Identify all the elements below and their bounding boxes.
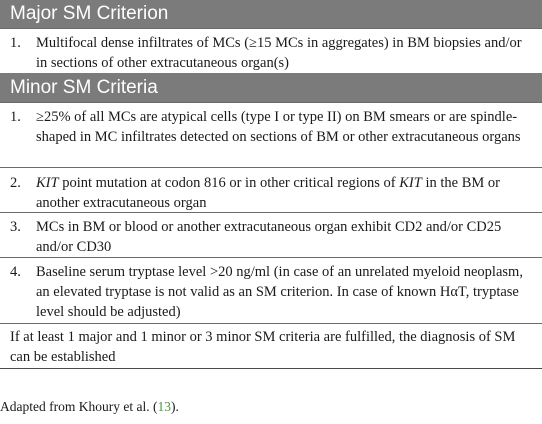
gene-name-kit: KIT — [399, 175, 422, 191]
reference-link[interactable]: 13 — [157, 399, 171, 414]
item-number: 4. — [10, 264, 21, 280]
item-text: MCs in BM or blood or another extracutaneous organ exhibit CD2 and/or CD25 and/or CD30 — [36, 219, 502, 255]
diagnosis-note-row — [0, 323, 542, 368]
item-number: 1. — [10, 35, 21, 51]
item-text-part: in the BM or another extracutaneous organ — [36, 175, 500, 211]
caption-text-end: ). — [170, 399, 179, 414]
item-text-part: point mutation at codon 816 or in other critical regions of — [58, 175, 400, 191]
minor-criterion-row-3 — [0, 212, 542, 257]
item-text: ≥25% of all MCs are atypical cells (type I or type II) on BM smears or are spindle-shaped in MC infiltrates detected on sections of BM or other extracutaneous organs — [36, 109, 521, 145]
minor-criterion-row-1 — [0, 102, 542, 167]
item-text — [36, 173, 534, 212]
minor-criterion-row-4 — [0, 257, 542, 323]
major-criterion-row-1 — [0, 28, 542, 73]
major-criterion-title: Major SM Criterion — [10, 3, 169, 24]
minor-criteria-header — [0, 73, 542, 102]
table-caption — [0, 399, 179, 415]
minor-criteria-title: Minor SM Criteria — [10, 76, 158, 98]
item-number: 1. — [10, 109, 21, 125]
major-criterion-header — [0, 0, 542, 28]
item-text: Baseline serum tryptase level >20 ng/ml (in case of an unrelated myeloid neoplasm, an elevated tryptase is not valid as an SM criterion. In case of known HαT, tryptase level should be adjusted) — [36, 264, 523, 320]
gene-name-kit: KIT — [36, 175, 59, 191]
item-number: 3. — [10, 219, 21, 235]
item-text: Multifocal dense infiltrates of MCs (≥15 MCs in aggregates) in BM biopsies and/or in sections of other extracutaneous organ(s) — [36, 35, 522, 71]
minor-criterion-row-2 — [0, 167, 542, 212]
item-number: 2. — [10, 175, 21, 191]
caption-text: Adapted from Khoury et al. ( — [0, 399, 158, 414]
diagnosis-note: If at least 1 major and 1 minor or 3 minor SM criteria are fulfilled, the diagnosis of SM can be established — [10, 329, 516, 365]
